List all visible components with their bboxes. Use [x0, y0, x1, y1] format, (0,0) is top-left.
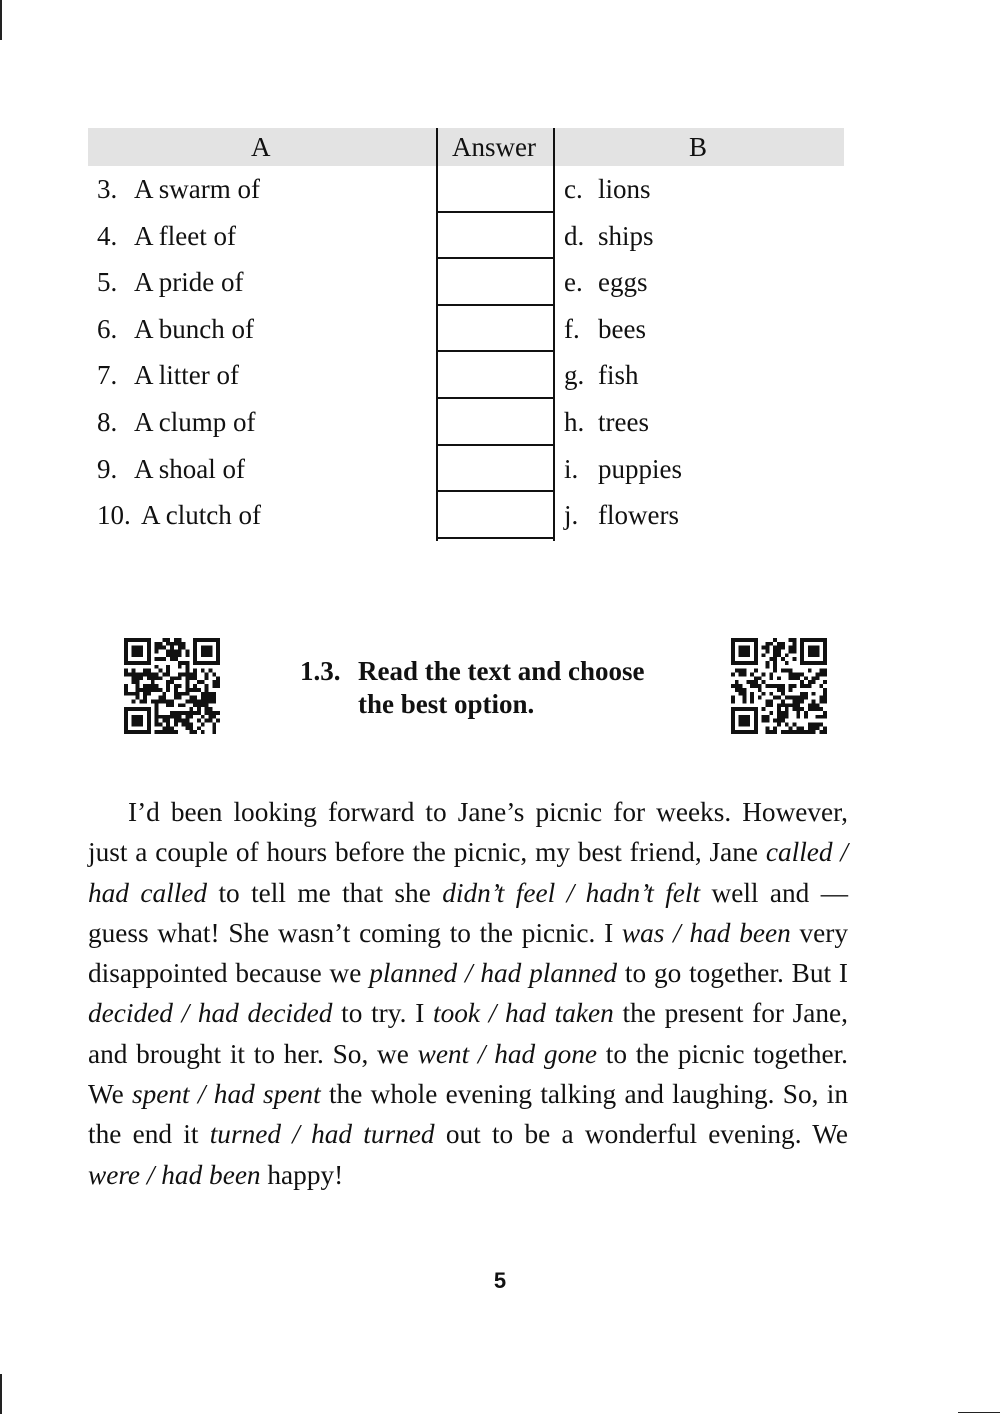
column-a-phrase: A pride of [134, 267, 244, 298]
column-b-word: trees [598, 406, 649, 437]
answer-box[interactable] [438, 492, 553, 539]
option-choice[interactable]: planned / had planned [369, 958, 618, 989]
header-column-a: A [251, 132, 271, 162]
crop-mark-bottom-left [0, 1374, 2, 1414]
option-choice[interactable]: were / had been [88, 1159, 261, 1190]
answer-box[interactable] [438, 399, 553, 446]
column-a-phrase: A litter of [134, 360, 239, 391]
column-b-word: bees [598, 313, 646, 344]
column-a-phrase: A shoal of [134, 453, 245, 484]
table-row [88, 492, 844, 539]
item-number: 8. [97, 406, 118, 437]
task-title-line1: Read the text and choose [358, 656, 645, 686]
matching-table [88, 128, 844, 531]
option-choice[interactable]: decided / had decided [88, 998, 333, 1029]
qr-code-right [731, 638, 827, 734]
column-a-phrase: A clump of [134, 406, 256, 437]
passage-text: very disappointed because we [88, 917, 848, 989]
option-choice[interactable]: called / had called [88, 837, 848, 908]
table-rows [88, 166, 844, 539]
column-b-word: lions [598, 174, 651, 204]
option-choice[interactable]: was / had been [621, 917, 791, 948]
table-row [88, 399, 844, 446]
page-number: 5 [493, 1268, 507, 1293]
item-number: 5. [97, 267, 118, 298]
column-a-phrase: A clutch of [141, 500, 261, 531]
column-b-letter: f. [564, 313, 580, 344]
column-b-word: fish [598, 360, 639, 391]
column-b-letter: c. [564, 174, 583, 204]
passage-text: I’d been looking forward to Jane’s picnic for weeks. However, just a couple of hours before the picnic, my best friend, Jane [88, 797, 848, 868]
crop-mark-bottom-right [958, 1412, 1000, 1413]
column-b-word: puppies [598, 453, 682, 484]
table-row [88, 306, 844, 353]
passage-text: to tell me that she [207, 877, 443, 908]
answer-box[interactable] [438, 166, 553, 213]
header-column-b: B [689, 132, 708, 162]
passage-text: the present for Jane, and brought it to her. So, we [88, 998, 848, 1069]
answer-column-left-border [436, 128, 438, 541]
task-title-line2: the best option. [358, 689, 535, 719]
answer-box[interactable] [438, 306, 553, 353]
column-b-letter: d. [564, 220, 585, 251]
crop-mark-top-left [0, 0, 2, 40]
task-number: 1.3. [300, 656, 341, 686]
column-a-phrase: A bunch of [134, 313, 254, 344]
task-heading [300, 655, 644, 721]
item-number: 10. [97, 500, 131, 531]
option-choice[interactable]: went / had gone [417, 1038, 597, 1069]
option-choice[interactable]: turned / had turned [209, 1119, 435, 1150]
column-b-word: eggs [598, 267, 648, 298]
column-b-word: ships [598, 220, 654, 251]
answer-box[interactable] [438, 259, 553, 306]
option-choice[interactable]: spent / had spent [132, 1079, 321, 1110]
item-number: 3. [97, 174, 118, 204]
answer-box[interactable] [438, 352, 553, 399]
table-row [88, 446, 844, 493]
table-row [88, 166, 844, 213]
item-number: 4. [97, 220, 118, 251]
passage-text: the whole evening talking and laughing. So, in the end it [88, 1079, 848, 1150]
passage-text: to go together. But I [617, 958, 849, 989]
answer-box[interactable] [438, 446, 553, 493]
item-number: 9. [97, 453, 118, 484]
column-a-phrase: A fleet of [134, 220, 236, 251]
column-a-phrase: A swarm of [134, 174, 260, 204]
table-row [88, 213, 844, 260]
table-row [88, 352, 844, 399]
option-choice[interactable]: didn’t feel / hadn’t felt [442, 877, 701, 908]
column-b-letter: j. [564, 500, 579, 531]
column-b-letter: g. [564, 360, 585, 391]
header-answer: Answer [452, 132, 536, 162]
passage-text: out to be a wonderful evening. We [434, 1119, 848, 1150]
item-number: 6. [97, 313, 118, 344]
passage-text: well and — guess what! She wasn’t coming to the picnic. I [88, 877, 848, 948]
column-b-word: flowers [598, 500, 679, 531]
answer-column-right-border [553, 128, 555, 541]
reading-passage [88, 792, 848, 1195]
column-b-letter: e. [564, 267, 583, 298]
passage-text: to the picnic together. We [88, 1038, 849, 1110]
table-row [88, 259, 844, 306]
passage-text: happy! [260, 1159, 344, 1190]
column-b-letter: i. [564, 453, 579, 484]
table-header [88, 128, 844, 166]
option-choice[interactable]: took / had taken [433, 998, 614, 1029]
column-b-letter: h. [564, 406, 585, 437]
qr-code-left [124, 638, 220, 734]
passage-text: to try. I [332, 998, 433, 1029]
answer-box[interactable] [438, 213, 553, 260]
item-number: 7. [97, 360, 118, 391]
